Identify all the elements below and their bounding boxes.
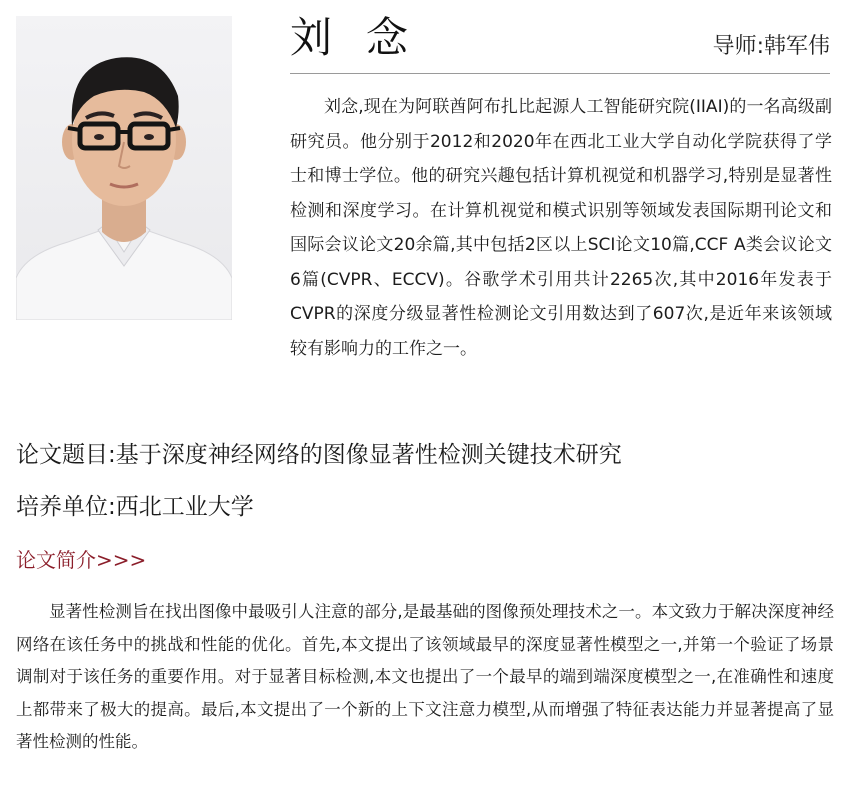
training-unit-line: 培养单位:西北工业大学 [16, 494, 254, 520]
abstract-section-title: 论文简介>>> [16, 548, 147, 572]
portrait-illustration [16, 16, 232, 320]
header-divider [290, 73, 830, 74]
portrait-photo [16, 16, 232, 320]
bio-paragraph: 刘念,现在为阿联酋阿布扎比起源人工智能研究院(IIAI)的一名高级副研究员。他分别于2012和2020年在西北工业大学自动化学院获得了学士和博士学位。他的研究兴趣包括计算机视觉和机器学习,特别是显著性检测和深度学习。在计算机视觉和模式识别等领域发表国际期刊论文和国际会议论文20余篇,其中包括2区以上SCI论文10篇,CCF A类会议论文6篇(CVPR、ECCV)。谷歌学术引用共计2265次,其中2016年发表于CVPR的深度分级显著性检测论文引用数达到了607次,是近年来该领域较有影响力的工作之一。 [290, 97, 832, 359]
person-name: 刘念 [290, 13, 443, 62]
advisor-label: 导师:韩军伟 [712, 34, 830, 59]
abstract-paragraph: 显著性检测旨在找出图像中最吸引人注意的部分,是最基础的图像预处理技术之一。本文致力于解决深度神经网络在该任务中的挑战和性能的优化。首先,本文提出了该领域最早的深度显著性模型之一,并第一个验证了场景调制对于该任务的重要作用。对于显著目标检测,本文也提出了一个最早的端到端深度模型之一,在准确性和速度上都带来了极大的提高。最后,本文提出了一个新的上下文注意力模型,从而增强了特征表达能力并显著提高了显著性检测的性能。 [16, 602, 834, 752]
thesis-title-line: 论文题目:基于深度神经网络的图像显著性检测关键技术研究 [16, 442, 622, 468]
